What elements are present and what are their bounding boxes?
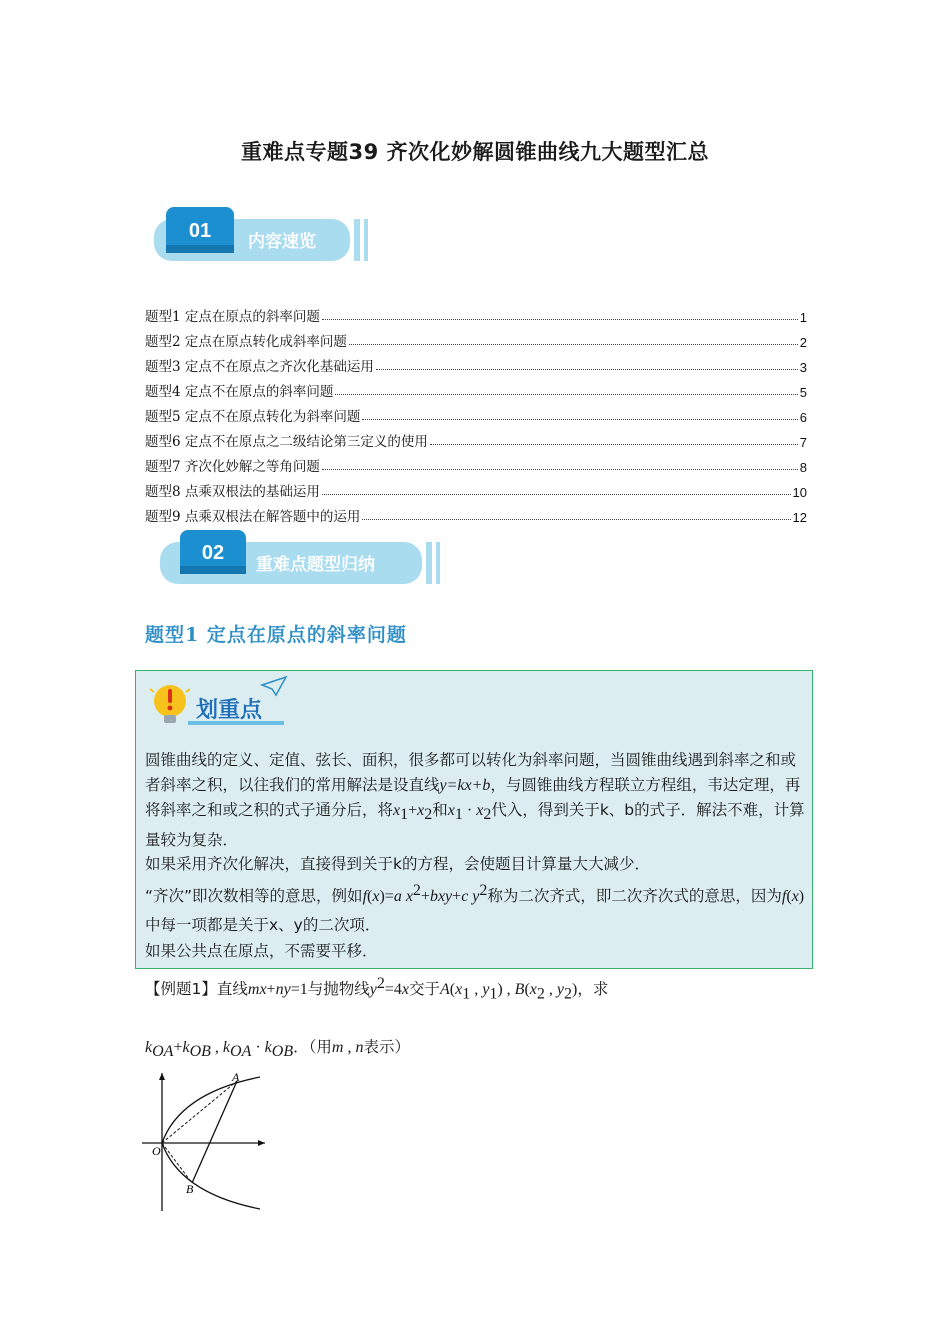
example-question: 【例题1】直线mx+ny=1与抛物线$y^2=4x$交于$A(x_1$ , $y_1$) , $B(x_2$ , $y_2$)，求 [145,975,609,1003]
toc-item[interactable]: 题型8 点乘双根法的基础运用 10 [145,484,807,500]
section-banner-contents [150,205,375,267]
paper-plane-icon [262,677,286,695]
table-of-contents [145,300,807,525]
segment-OB [162,1143,192,1183]
toc-item[interactable]: 题型3 定点不在原点之齐次化基础运用 3 [145,359,807,375]
section-heading: 题型1 定点在原点的斜率问题 [145,624,407,646]
parabola-figure [140,1065,270,1219]
toc-item[interactable]: 题型6 定点不在原点之二级结论第三定义的使用 7 [145,434,807,450]
page-title: 重难点专题39 齐次化妙解圆锥曲线九大题型汇总 [240,140,710,164]
banner1-text: 内容速览 [248,232,316,252]
label-B: B [186,1182,194,1196]
keypoint-paragraph-1: 圆锥曲线的定义、定值、弦长、面积，很多都可以转化为斜率问题，当圆锥曲线遇到斜率之和或者斜率之积，以往我们的常用解法是设直线y=kx+b，与圆锥曲线方程联立方程组，韦达定理，再将斜率之和或之积的式子通分后，将$x_1+x_2$和$x_1 \cdot x_2$代入，得到关于k、b的式子．解法不难，计算量较为复杂． [145,751,805,849]
toc-item[interactable]: 题型9 点乘双根法在解答题中的运用 12 [145,509,807,525]
banner2-text: 重难点题型归纳 [256,555,375,575]
label-A: A [232,1070,240,1084]
toc-item[interactable]: 题型4 定点不在原点的斜率问题 5 [145,384,807,400]
example-question-continued: $k_{OA}+k_{OB}$ , $k_{OA} \cdot k_{OB}$．（用m , n表示） [145,1038,410,1061]
keypoint-paragraph-3: “齐次”即次数相等的意思，例如f(x)=a $x^2+bxy+c$ $y^2$称为二次齐式，即二次齐次式的意思，因为f(x)中每一项都是关于x、y的二次项． [145,881,805,934]
section-banner-types [156,530,446,588]
banner2-number: 02 [201,542,225,564]
keypoint-box [135,670,813,969]
keypoint-badge-text: 划重点 [196,698,263,723]
chord-AB [192,1081,237,1183]
segment-OA [162,1081,237,1143]
keypoint-text [145,748,811,963]
toc-item[interactable]: 题型7 齐次化妙解之等角问题 8 [145,459,807,475]
toc-item[interactable]: 题型1 定点在原点的斜率问题 1 [145,309,807,325]
keypoint-badge [144,675,294,735]
banner1-number: 01 [188,220,212,242]
toc-item[interactable]: 题型5 定点不在原点转化为斜率问题 6 [145,409,807,425]
toc-item[interactable]: 题型2 定点在原点转化成斜率问题 2 [145,334,807,350]
keypoint-paragraph-4: 如果公共点在原点，不需要平移． [145,941,378,960]
keypoint-paragraph-2: 如果采用齐次化解决，直接得到关于k的方程，会使题目计算量大大减少． [145,855,650,874]
label-O: O [152,1144,161,1158]
